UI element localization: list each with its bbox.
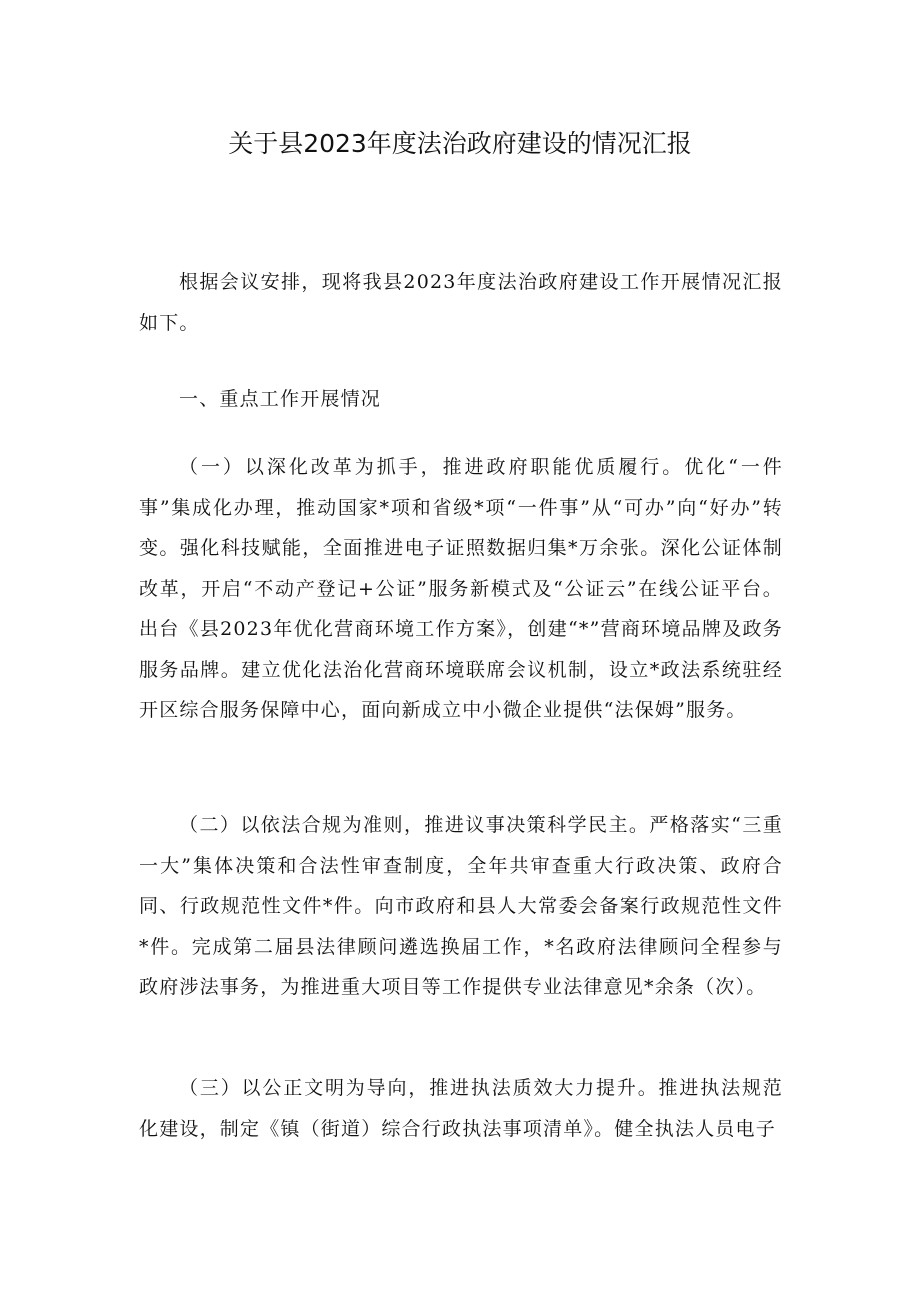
intro-paragraph: 根据会议安排，现将我县2023年度法治政府建设工作开展情况汇报如下。 — [139, 271, 783, 334]
paragraph-three: （三）以公正文明为导向，推进执法质效大力提升。推进执法规范化建设，制定《镇（街道）综合行政执法事项清单》。健全执法人员电子 — [139, 1077, 783, 1140]
paragraph-one: （一）以深化改革为抓手，推进政府职能优质履行。优化“一件事”集成化办理，推动国家*项和省级*项“一件事”从“可办”向“好办”转变。强化科技赋能，全面推进电子证照数据归集*万余张。深化公证体制改革，开启“不动产登记+公证”服务新模式及“公证云”在线公证平台。出台《县2023年优化营商环境工作方案》，创建“*”营商环境品牌及政务服务品牌。建立优化法治化营商环境联席会议机制，设立*政法系统驻经开区综合服务保障中心，面向新成立中小微企业提供“法保姆”服务。 — [139, 456, 783, 721]
paragraph-two: （二）以依法合规为准则，推进议事决策科学民主。严格落实“三重一大”集体决策和合法性审查制度，全年共审查重大行政决策、政府合同、行政规范性文件*件。向市政府和县人大常委会备案行政规范性文件*件。完成第二届县法律顾问遴选换届工作，*名政府法律顾问全程参与政府涉法事务，为推进重大项目等工作提供专业法律意见*余条（次）。 — [139, 814, 783, 998]
section-heading: 一、重点工作开展情况 — [179, 388, 382, 410]
document-title: 关于县2023年度法治政府建设的情况汇报 — [228, 129, 692, 158]
